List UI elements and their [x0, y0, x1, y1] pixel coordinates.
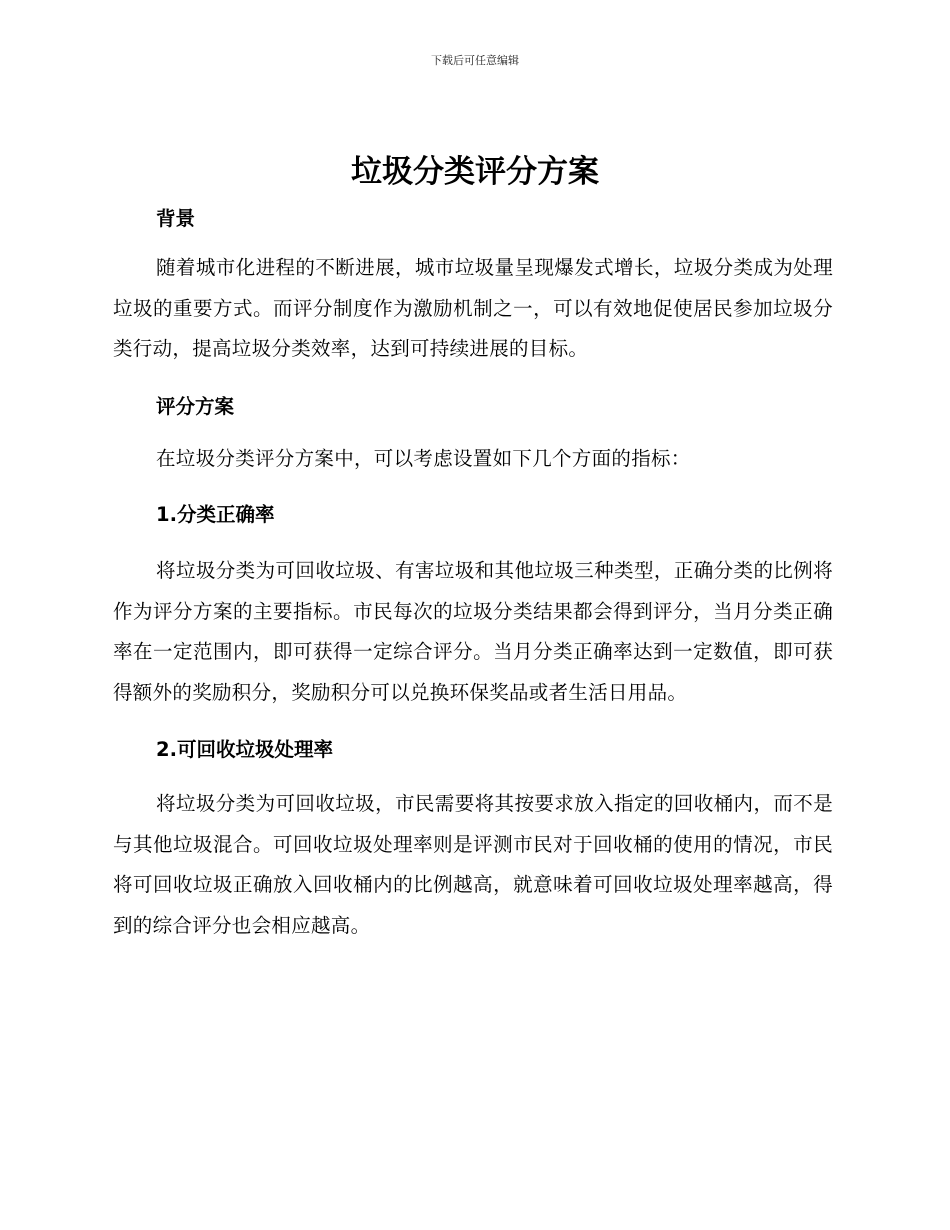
paragraph-recyclable-rate: 将垃圾分类为可回收垃圾，市民需要将其按要求放入指定的回收桶内，而不是与其他垃圾混合。可回收垃圾处理率则是评测市民对于回收桶的使用的情况，市民将可回收垃圾正确放入回收桶内的比例越高，就意味着可回收垃圾处理率越高，得到的综合评分也会相应越高。: [113, 792, 833, 937]
paragraph-classification-accuracy: 将垃圾分类为可回收垃圾、有害垃圾和其他垃圾三种类型，正确分类的比例将作为评分方案的主要指标。市民每次的垃圾分类结果都会得到评分，当月分类正确率在一定范围内，即可获得一定综合评分。当月分类正确率达到一定数值，即可获得额外的奖励积分，奖励积分可以兑换环保奖品或者生活日用品。: [113, 559, 833, 704]
paragraph-scheme: 在垃圾分类评分方案中，可以考虑设置如下几个方面的指标：: [156, 446, 691, 470]
section-heading-scheme: 评分方案: [156, 394, 235, 418]
section-heading-background: 背景: [156, 207, 196, 230]
section-heading-recyclable-rate: 2.可回收垃圾处理率: [156, 738, 333, 761]
page-header-note: 下载后可任意编辑: [431, 54, 519, 67]
document-body: [113, 200, 833, 946]
section-heading-classification-accuracy: 1.分类正确率: [156, 503, 275, 526]
paragraph-background: 随着城市化进程的不断进展，城市垃圾量呈现爆发式增长，垃圾分类成为处理垃圾的重要方式。而评分制度作为激励机制之一，可以有效地促使居民参加垃圾分类行动，提高垃圾分类效率，达到可持续进展的目标。: [113, 256, 833, 360]
document-title: 垃圾分类评分方案: [351, 154, 599, 190]
